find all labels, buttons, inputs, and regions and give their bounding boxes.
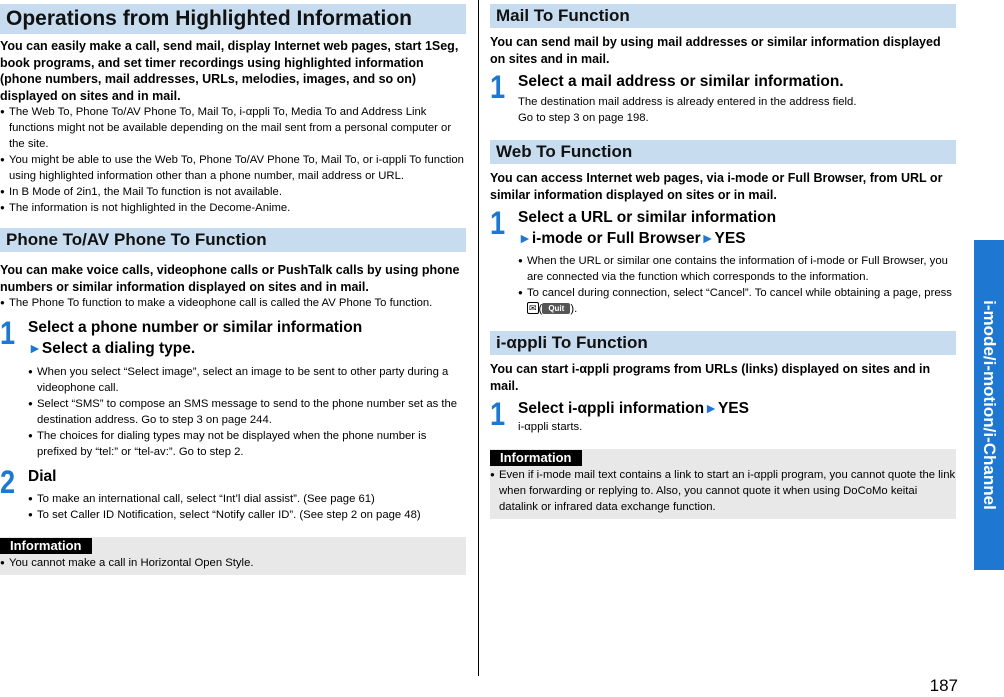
- arrow-right-icon: ►: [704, 400, 718, 416]
- step-title: [28, 317, 466, 359]
- phone-to-intro: You can make voice calls, videophone calls or PushTalk calls by using phone numbers or similar information displayed on sites and in mail.: [0, 263, 460, 294]
- operations-bullet: ● The information is not highlighted in the Decome-Anime.: [0, 200, 466, 216]
- arrow-right-icon: ►: [700, 230, 715, 246]
- step-number: 1: [0, 315, 16, 351]
- section-header-phone-to: Phone To/AV Phone To Function: [0, 228, 466, 252]
- step-title: [518, 398, 956, 419]
- operations-bullet: ● You might be able to use the Web To, Phone To/AV Phone To, Mail To, or i-αppli To function using highlighted information other than a phone number, mail address or URL.: [0, 152, 466, 184]
- phone-to-bullet: ● The Phone To function to make a videophone call is called the AV Phone To function.: [0, 295, 466, 311]
- step-note: i-αppli starts.: [518, 421, 583, 433]
- page-number: 187: [929, 676, 958, 695]
- step-bullet: ● When the URL or similar one contains the information of i-mode or Full Browser, you are connected via the function which corresponds to the information.: [518, 253, 956, 285]
- step-bullet-text: To cancel during connection, select “Cancel”. To cancel while obtaining a page, press: [527, 287, 952, 299]
- step-bullet: ● To set Caller ID Notification, select “Notify caller ID”. (See step 2 on page 48): [28, 507, 466, 523]
- left-column: [0, 4, 466, 575]
- step-title-text: Select a dialing type.: [41, 340, 196, 357]
- information-label: Information: [0, 538, 92, 554]
- step-1: [490, 398, 956, 435]
- step-title-text: i-mode or Full Browser: [531, 230, 701, 247]
- column-divider: [478, 0, 479, 676]
- step-title: Dial: [28, 468, 57, 485]
- step-number: 1: [490, 69, 506, 105]
- quit-softkey: Quit: [542, 303, 570, 314]
- web-to-intro: You can access Internet web pages, via i-mode or Full Browser, from URL or similar information displayed on sites or in mail.: [490, 171, 943, 202]
- information-bullet: ● You cannot make a call in Horizontal Open Style.: [0, 555, 466, 575]
- step-title-text: Select a URL or similar information: [518, 209, 777, 226]
- step-bullet: ● The choices for dialing types may not be displayed when the phone number is prefixed by “tel:” or “tel-av:”. Go to step 2.: [28, 428, 466, 460]
- information-bullet: ● Even if i-mode mail text contains a link to start an i-αppli program, you cannot quote the link when forwarding or replying to. Also, you cannot quote it when using DoCoMo keitai datalink or infrared data exchange function.: [490, 467, 956, 519]
- step-note: The destination mail address is already entered in the address field.: [518, 96, 857, 108]
- step-bullet: ● To cancel during connection, select “Cancel”. To cancel while obtaining a page, press ✉ ( Quit ).: [518, 285, 956, 317]
- step-bullet: ● When you select “Select image”, select an image to be sent to other party during a videophone call.: [28, 364, 466, 396]
- step-1: [490, 207, 956, 317]
- step-title-text: YES: [714, 230, 746, 247]
- step-bullet: ● To make an international call, select “Int’l dial assist”. (See page 61): [28, 491, 466, 507]
- information-label: Information: [490, 450, 582, 466]
- step-title-text: Select i-αppli information: [518, 400, 705, 417]
- mail-to-intro: You can send mail by using mail addresses or similar information displayed on sites and in mail.: [490, 35, 941, 66]
- step-2: [0, 466, 466, 523]
- step-bullet-text: ).: [570, 303, 578, 315]
- step-1: [490, 71, 956, 126]
- step-title: [518, 207, 956, 249]
- arrow-right-icon: ►: [518, 230, 532, 246]
- step-number: 1: [490, 396, 506, 432]
- section-header-mail-to: Mail To Function: [490, 4, 956, 28]
- operations-bullet: ● The Web To, Phone To/AV Phone To, Mail To, i-αppli To, Media To and Address Link functions might not be available depending on the mail sent from a personal computer or the site.: [0, 104, 466, 152]
- step-title-text: YES: [717, 400, 749, 417]
- section-header-web-to: Web To Function: [490, 140, 956, 164]
- chapter-side-tab: [974, 240, 1004, 570]
- step-title-text: Select a phone number or similar information: [28, 319, 363, 336]
- information-box: [0, 537, 466, 575]
- mail-key-icon: ✉: [529, 303, 537, 313]
- step-number: 1: [490, 205, 506, 241]
- step-1: [0, 317, 466, 460]
- operations-intro: You can easily make a call, send mail, display Internet web pages, start 1Seg, book programs, and set timer recordings using highlighted information (phone numbers, mail addresses, URLs, melodies, images, and so on) displayed on sites and in mail.: [0, 39, 459, 103]
- step-note: Go to step 3 on page 198.: [518, 112, 649, 124]
- step-number: 2: [0, 464, 16, 500]
- step-title: Select a mail address or similar information.: [518, 73, 844, 90]
- right-column: [490, 4, 956, 519]
- operations-bullet: ● In B Mode of 2in1, the Mail To function is not available.: [0, 184, 466, 200]
- section-header-operations: Operations from Highlighted Information: [0, 4, 466, 34]
- arrow-right-icon: ►: [28, 340, 42, 356]
- iappli-to-intro: You can start i-αppli programs from URLs (links) displayed on sites and in mail.: [490, 362, 931, 393]
- chapter-side-tab-label: i-mode/i-motion/i-Channel: [980, 300, 999, 510]
- information-box: [490, 449, 956, 519]
- section-header-iappli-to: i-αppli To Function: [490, 331, 956, 355]
- step-bullet: ● Select “SMS” to compose an SMS message to send to the phone number set as the destination address. Go to step 3 on page 244.: [28, 396, 466, 428]
